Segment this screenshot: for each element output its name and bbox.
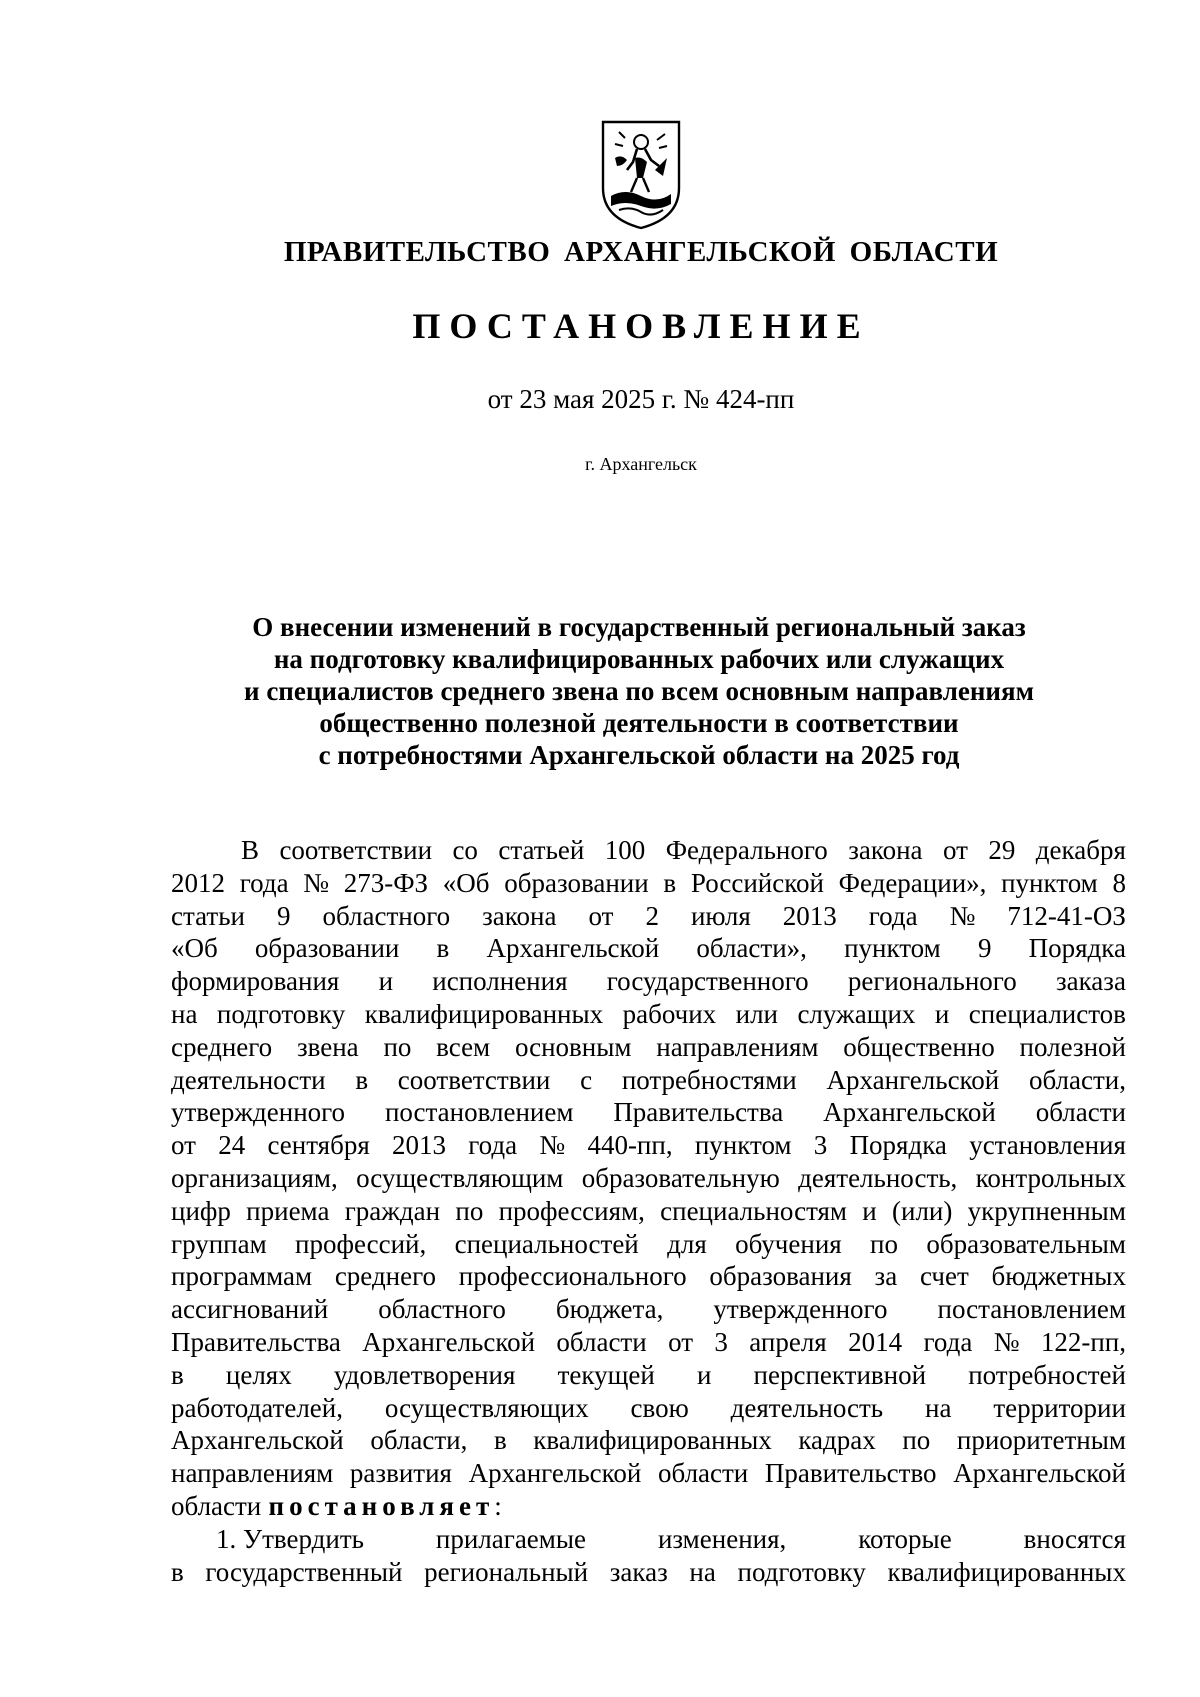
body-word: ассигнований <box>171 1294 329 1325</box>
body-word: приоритетным <box>956 1425 1126 1456</box>
body-word: Архангельской <box>468 1458 642 1489</box>
body-word: укрупненным <box>967 1195 1126 1226</box>
body-word: целях <box>225 1359 292 1390</box>
body-word: в <box>355 1064 369 1095</box>
body-line <box>171 867 1126 900</box>
body-word: приема <box>246 1195 330 1226</box>
body-line <box>171 1162 1126 1195</box>
body-word: на <box>925 1392 952 1423</box>
body-word: области, <box>1028 1064 1126 1095</box>
body-word: соответствии <box>279 835 433 865</box>
body-line <box>171 1096 1126 1129</box>
body-word: Правительства <box>171 1326 341 1357</box>
body-word: от <box>942 835 968 865</box>
body-word: с <box>580 1064 593 1095</box>
body-word: программам <box>171 1261 313 1292</box>
body-line <box>171 1293 1126 1326</box>
body-word: 3 <box>714 1326 728 1357</box>
body-word: на <box>689 1556 716 1587</box>
body-word: в <box>171 1359 184 1390</box>
body-line <box>171 900 1126 933</box>
body-word: области <box>1035 1097 1126 1128</box>
subject-line: на подготовку квалифицированных рабочих или служащих <box>273 644 1005 674</box>
body-word: в <box>171 1556 184 1587</box>
body-word: и <box>378 966 394 997</box>
body-word: в <box>493 1425 507 1456</box>
body-word: Федерации», <box>838 867 987 898</box>
body-line <box>171 1457 1126 1490</box>
body-word: № <box>993 1326 1020 1357</box>
body-word: постановлением <box>937 1294 1126 1325</box>
body-word: среднего <box>171 1031 273 1062</box>
body-word: 100 <box>604 835 646 865</box>
body-word: служащих <box>797 998 916 1029</box>
body-word: цифр <box>171 1195 231 1226</box>
body-word: Архангельской <box>953 1458 1126 1489</box>
body-word: осуществляющим <box>356 1162 564 1193</box>
body-word: декабря <box>1035 835 1126 865</box>
body-word: № <box>949 900 976 931</box>
body-word: года <box>923 1326 973 1357</box>
body-word: бюджета, <box>555 1294 664 1325</box>
body-word: квалифицированных <box>887 1556 1126 1587</box>
body-word: Российской <box>690 867 824 898</box>
body-word: Архангельской <box>362 1326 536 1357</box>
body-word: от <box>668 1326 694 1357</box>
body-word: и <box>934 998 950 1029</box>
document-date-number: от 23 мая 2025 г. № 424-пп <box>487 384 795 414</box>
body-word: для <box>667 1228 707 1259</box>
body-word: образовательную <box>581 1162 780 1193</box>
body-word: прилагаемые <box>435 1523 586 1554</box>
body-word: региональный <box>424 1556 589 1587</box>
body-word: соответствии <box>397 1064 551 1095</box>
body-word: направлениям <box>656 1031 819 1062</box>
body-line <box>171 834 1126 867</box>
document-body <box>171 834 1126 1588</box>
body-word: перспективной <box>753 1359 927 1390</box>
body-word: вносятся <box>1023 1523 1126 1554</box>
body-word: специальностям <box>660 1195 848 1226</box>
body-line <box>171 1228 1126 1261</box>
body-word: утвержденного <box>171 1097 346 1128</box>
body-word: осуществляющих <box>384 1392 589 1423</box>
body-word: Порядка <box>1028 933 1126 964</box>
body-word: образовании <box>254 933 400 964</box>
body-word: по <box>383 1031 412 1062</box>
body-word: формирования <box>171 966 340 997</box>
body-word: текущей <box>557 1359 655 1390</box>
body-word: 24 <box>218 1130 246 1161</box>
body-word: направлениям <box>171 1458 334 1489</box>
body-word: государственный <box>205 1556 403 1587</box>
body-word: постановлением <box>384 1097 574 1128</box>
body-word: квалифицированных <box>533 1425 772 1456</box>
body-line <box>171 1129 1126 1162</box>
body-word: кадрах <box>798 1425 876 1456</box>
body-word: «Об <box>442 867 490 898</box>
body-word: бюджетных <box>991 1261 1126 1292</box>
body-word: обучения <box>735 1228 842 1259</box>
subject-line: и специалистов среднего звена по всем основным направлениям <box>244 676 1034 706</box>
subject-line: О внесении изменений в государственный региональный заказ <box>252 612 1026 642</box>
body-word: года <box>868 900 918 931</box>
body-word: статьей <box>498 835 585 865</box>
body-word: общественно <box>843 1031 995 1062</box>
body-line <box>171 1064 1126 1097</box>
body-word: на <box>171 998 198 1029</box>
body-word: основным <box>514 1031 632 1062</box>
body-word: деятельность <box>730 1392 884 1423</box>
body-word: 8 <box>1112 867 1126 898</box>
body-line <box>171 1195 1126 1228</box>
body-word: области <box>658 1458 749 1489</box>
body-line <box>171 965 1126 998</box>
body-word: июля <box>690 900 751 931</box>
body-line <box>171 1031 1126 1064</box>
body-word: пунктом <box>844 933 941 964</box>
body-word: сентября <box>267 1130 370 1161</box>
body-word: закона <box>848 835 923 865</box>
body-word: № <box>539 1130 566 1161</box>
body-word: граждан <box>344 1195 441 1226</box>
body-word: изменения, <box>657 1523 787 1554</box>
body-word: в <box>663 867 677 898</box>
body-word: (или) <box>892 1195 953 1226</box>
body-word: по <box>902 1425 931 1456</box>
body-word: подготовку <box>737 1556 866 1587</box>
body-word: государственного <box>606 966 809 997</box>
body-word: 712-41-ОЗ <box>1007 900 1126 931</box>
body-line <box>171 1424 1126 1457</box>
body-word: за <box>874 1261 898 1292</box>
body-word: профессионального <box>458 1261 687 1292</box>
body-word: потребностей <box>968 1359 1126 1390</box>
body-word: Архангельской <box>826 1064 1000 1095</box>
body-word: области», <box>696 933 807 964</box>
body-word: Федерального <box>665 835 828 865</box>
body-word: исполнения <box>432 966 568 997</box>
body-word: Архангельской <box>486 933 660 964</box>
body-word: Правительство <box>764 1458 937 1489</box>
body-line <box>171 1392 1126 1425</box>
body-word: контрольных <box>975 1162 1126 1193</box>
body-word: подготовку <box>216 998 346 1029</box>
body-word: среднего <box>334 1261 437 1292</box>
body-word: образовательным <box>926 1228 1126 1259</box>
document-type-title: ПОСТАНОВЛЕНИЕ <box>412 306 870 346</box>
body-word: полезной <box>1019 1031 1126 1062</box>
body-word: специальностей <box>454 1228 639 1259</box>
body-word: по <box>455 1195 484 1226</box>
body-word: заказа <box>1055 966 1126 997</box>
body-word: образовании <box>504 867 649 898</box>
decree-line <box>171 1490 1126 1523</box>
body-line <box>171 998 1126 1031</box>
body-word: которые <box>858 1523 952 1554</box>
body-word: образования <box>709 1261 852 1292</box>
organization-title: ПРАВИТЕЛЬСТВО АРХАНГЕЛЬСКОЙ ОБЛАСТИ <box>283 236 999 268</box>
body-word: 440-пп, <box>587 1130 673 1161</box>
body-word: и <box>696 1359 712 1390</box>
body-word: от <box>171 1130 196 1161</box>
body-word: специалистов <box>968 998 1126 1029</box>
body-word: свою <box>630 1392 689 1423</box>
body-word: территории <box>993 1392 1126 1423</box>
body-word: со <box>452 835 478 865</box>
body-line <box>171 932 1126 965</box>
body-word: областного <box>322 900 451 931</box>
body-line <box>171 1359 1126 1392</box>
body-word: 273-ФЗ <box>343 867 429 898</box>
decree-prefix: области <box>171 1490 262 1521</box>
subject-line: общественно полезной деятельности в соответствии <box>319 708 959 738</box>
body-word: установления <box>969 1130 1126 1161</box>
body-word: профессиям, <box>498 1195 645 1226</box>
body-line <box>171 1326 1126 1359</box>
body-word: заказ <box>609 1556 668 1587</box>
body-line <box>171 1260 1126 1293</box>
body-word: 3 <box>813 1130 828 1161</box>
body-word: пунктом <box>694 1130 792 1161</box>
body-word: областного <box>378 1294 506 1325</box>
body-word: Порядка <box>849 1130 947 1161</box>
body-word: деятельность, <box>798 1162 958 1193</box>
body-word: области <box>556 1326 647 1357</box>
coat-of-arms-emblem <box>597 118 685 230</box>
decree-suffix: : <box>494 1490 502 1521</box>
body-word: профессий, <box>295 1228 427 1259</box>
body-word: 2013 <box>782 900 837 931</box>
body-word: «Об <box>171 933 218 964</box>
body-word: по <box>870 1228 898 1259</box>
body-word: всем <box>436 1031 491 1062</box>
body-line <box>171 1556 1126 1589</box>
document-subject <box>200 611 1078 771</box>
body-word: потребностями <box>621 1064 797 1095</box>
body-word: 2 <box>645 900 659 931</box>
body-word: 122-пп, <box>1040 1326 1126 1357</box>
body-word: развития <box>349 1458 452 1489</box>
body-word: работодателей, <box>171 1392 343 1423</box>
body-word: области, <box>370 1425 468 1456</box>
body-word: В <box>241 835 260 865</box>
subject-line: с потребностями Архангельской области на 2025 год <box>318 740 960 770</box>
body-word: № <box>303 867 330 898</box>
body-word: Архангельской <box>823 1097 996 1128</box>
body-word: квалифицированных <box>364 998 604 1029</box>
body-word: 9 <box>977 933 992 964</box>
body-word: рабочих <box>622 998 717 1029</box>
body-word: 1. Утвердить <box>216 1523 364 1554</box>
body-word: статьи <box>171 900 245 931</box>
body-word: счет <box>919 1261 969 1292</box>
body-word: года <box>239 867 289 898</box>
body-word: Правительства <box>613 1097 784 1128</box>
body-word: Архангельской <box>171 1425 344 1456</box>
body-word: апреля <box>749 1326 827 1357</box>
body-word: в <box>436 933 450 964</box>
body-word: звена <box>296 1031 359 1062</box>
body-word: утвержденного <box>713 1294 888 1325</box>
body-word: закона <box>482 900 557 931</box>
body-word: 2012 <box>171 867 225 898</box>
body-word: и <box>862 1195 877 1226</box>
body-word: 9 <box>276 900 291 931</box>
body-word: организациям, <box>171 1162 338 1193</box>
body-word: 2014 <box>848 1326 903 1357</box>
document-city: г. Архангельск <box>585 454 697 474</box>
body-word: от <box>588 900 614 931</box>
body-word: года <box>468 1130 518 1161</box>
body-word: пунктом <box>1001 867 1098 898</box>
body-word: группам <box>171 1228 267 1259</box>
body-word: 29 <box>988 835 1016 865</box>
body-word: деятельности <box>171 1064 326 1095</box>
body-line <box>171 1523 1126 1556</box>
body-word: или <box>735 998 778 1029</box>
body-word: удовлетворения <box>333 1359 516 1390</box>
body-word: 2013 <box>392 1130 447 1161</box>
body-word: регионального <box>847 966 1017 997</box>
decree-verb: постановляет <box>268 1490 495 1521</box>
